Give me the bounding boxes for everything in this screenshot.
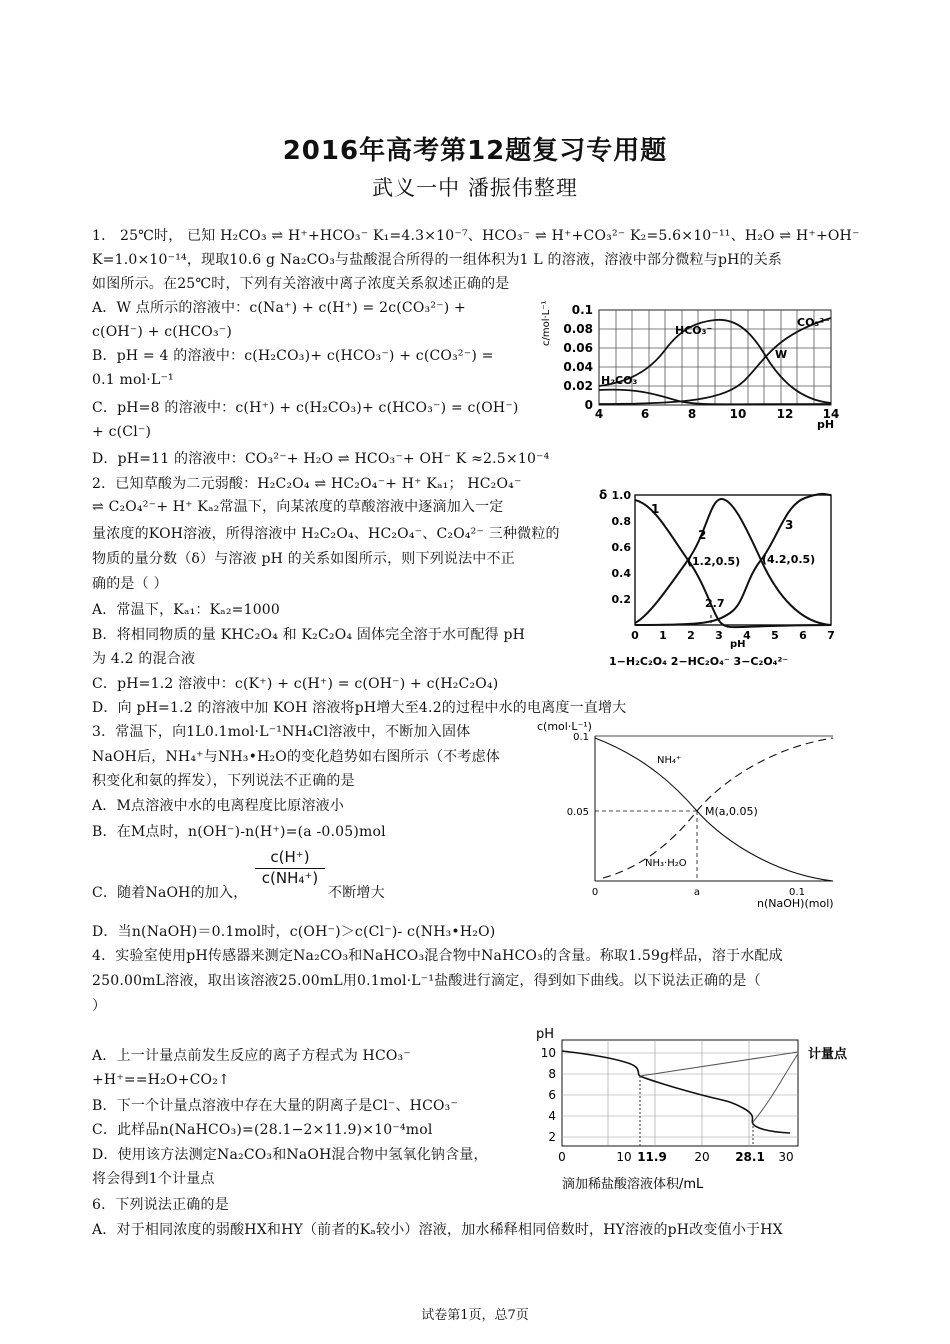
text-line: 1． 25℃时， 已知 H₂CO₃ ⇌ H⁺+HCO₃⁻ K₁=4.3×10⁻⁷、HCO₃⁻ ⇌ H⁺+CO₃²⁻ K₂=5.6×10⁻¹¹、H₂O ⇌ H⁺+OH⁻ [92,228,860,244]
fig4-xtick: 20 [694,1150,710,1164]
fraction [255,848,325,887]
text-line: c(OH⁻) + c(HCO₃⁻) [92,324,233,340]
text-line: 2．已知草酸为二元弱酸：H₂C₂O₄ ⇌ HC₂O₄⁻+ H⁺ Kₐ₁； HC₂O₄⁻ [92,476,522,492]
text-line: D．pH=11 的溶液中：CO₃²⁻+ H₂O ⇌ HCO₃⁻+ OH⁻ K ≈2.5×10⁻⁴ [92,451,550,467]
fig1-xtick: 10 [729,407,747,421]
label-m-point: M(a,0.05) [705,805,758,818]
text-line: 不断增大 [328,885,385,901]
figure-oxalate [595,485,845,670]
curve-label: 2 [698,528,707,542]
text-line: B．在M点时，n(OH⁻)-n(H⁺)=(a -0.05)mol [92,824,386,840]
fig4-xtick: 0 [558,1150,566,1164]
text-line: 4．实验室使用pH传感器来测定Na₂CO₃和NaHCO₃混合物中NaHCO₃的含量。称取1.59g样品，溶于水配成 [92,948,783,964]
fig3-xlabel: n(NaOH)(mol) [757,897,834,910]
fig4-xtick: 28.1 [735,1150,765,1164]
fraction-denominator: c(NH₄⁺) [261,869,319,887]
fig1-ytick: 0.04 [563,360,593,374]
fig4-xtick: 30 [778,1150,794,1164]
fig1-xtick: 6 [640,407,650,421]
text-line: 将会得到1个计量点 [92,1171,215,1187]
figure-ammonium [537,718,857,913]
text-line: B．将相同物质的量 KHC₂O₄ 和 K₂C₂O₄ 固体完全溶于水可配得 pH [92,627,526,643]
text-line: + c(Cl⁻) [92,424,152,440]
fig4-xlabel: 滴加稀盐酸溶液体积/mL [562,1177,704,1192]
text-line: D．使用该方法测定Na₂CO₃和NaOH混合物中氢氧化钠含量， [92,1147,488,1163]
fig2-ytick: 0.2 [611,593,631,606]
text-line: B．pH = 4 的溶液中：c(H₂CO₃)+ c(HCO₃⁻) + c(CO₃²⁻) = [92,348,494,364]
text-line: A．上一计量点前发生反应的离子方程式为 HCO₃⁻ [92,1048,411,1064]
callout-line [640,1052,798,1076]
text-line: 积变化和氨的挥发），下列说法不正确的是 [92,773,355,789]
label-w: W [775,348,788,361]
curve-label: 3 [785,518,794,532]
text-line: 3．常温下，向1L0.1mol·L⁻¹NH₄Cl溶液中，不断加入固体 [92,724,471,740]
fig3-ytick: 0.1 [573,732,589,743]
fig1-xtick: 14 [822,407,840,421]
callout-line [753,1054,798,1122]
fig2-xtick: 1 [659,629,667,642]
text-line: A．M点溶液中水的电离程度比原溶液小 [92,798,345,814]
curve-ph [562,1051,790,1133]
point-label: 2.7 [705,597,725,610]
page-title: 2016年高考第12题复习专用题 [282,136,668,166]
fig2-xtick: 3 [715,629,723,642]
text-line: 如图所示。在25℃时，下列有关溶液中离子浓度关系叙述正确的是 [92,276,510,292]
text-line: A．常温下，Kₐ₁：Kₐ₂=1000 [92,602,281,618]
fig1-ytick: 0.08 [563,322,593,336]
point-label: (1.2,0.5) [687,555,741,568]
text-line: D．当n(NaOH)＝0.1mol时，c(OH⁻)＞c(Cl⁻)- c(NH₃•H₂O) [92,924,496,940]
text-line: 0.1 mol·L⁻¹ [92,372,174,388]
fig2-ytick: 1.0 [611,489,631,502]
fig2-xtick: 2 [687,629,695,642]
label-nh4: NH₄⁺ [657,755,682,766]
text-line: +H⁺==H₂O+CO₂↑ [92,1072,230,1088]
fig4-xtick: 11.9 [637,1150,667,1164]
figure-carbonate [535,300,855,435]
fig4-xtick: 10 [616,1150,632,1164]
text-line: ⇌ C₂O₄²⁻+ H⁺ Kₐ₂常温下，向某浓度的草酸溶液中逐滴加入一定 [92,499,504,515]
text-line: A．对于相同浓度的弱酸HX和HY（前者的Kₐ较小）溶液，加水稀释相同倍数时，HY溶液的pH改变值小于HX [92,1222,783,1238]
text-line: 250.00mL溶液，取出该溶液25.00mL用0.1mol·L⁻¹盐酸进行滴定，得到如下曲线。以下说法正确的是（ [92,973,761,989]
page-footer: 试卷第1页，总7页 [421,1308,529,1323]
fig1-xtick: 12 [776,407,794,421]
fig3-xtick: 0 [591,887,599,898]
figure-titration [528,1028,873,1203]
label-co3: CO₃²⁻ [797,316,830,329]
text-line: 物质的量分数（δ）与溶液 pH 的关系如图所示，则下列说法中不正 [92,551,515,567]
label-hco3: HCO₃⁻ [675,324,713,337]
text-line: 确的是（ ） [92,576,168,592]
fig3-xtick: 0.1 [789,887,805,898]
fig3-ytick: 0.05 [566,807,589,818]
fig1-ylabel: c/mol·L⁻¹ [541,300,552,346]
text-line: C．pH=8 的溶液中：c(H⁺) + c(H₂CO₃)+ c(HCO₃⁻) = c(OH⁻) [92,400,519,416]
fig1-xtick: 4 [594,407,604,421]
fig4-ylabel: pH [536,1028,555,1042]
text-line: B．下一个计量点溶液中存在大量的阴离子是Cl⁻、HCO₃⁻ [92,1098,459,1114]
fig2-xtick: 5 [771,629,779,642]
text-line: NaOH后，NH₄⁺与NH₃•H₂O的变化趋势如右图所示（不考虑体 [92,749,500,765]
callout-label: 计量点 [808,1047,848,1062]
text-line: C．随着NaOH的加入， [92,885,248,901]
fig4-ytick: 4 [548,1109,556,1123]
text-line: 量浓度的KOH溶液，所得溶液中 H₂C₂O₄、HC₂O₄⁻、C₂O₄²⁻ 三种微粒的 [92,526,560,542]
fig2-xtick: 7 [827,629,835,642]
fig1-ytick: 0.02 [563,379,593,393]
label-nh3h2o: NH₃·H₂O [645,858,687,869]
fig4-ytick: 6 [548,1088,556,1102]
fig1-xtick: 8 [687,407,697,421]
fig2-xtick: 0 [631,629,639,642]
text-line: 6．下列说法正确的是 [92,1197,229,1213]
text-line: C．此样品n(NaHCO₃)=(28.1−2×11.9)×10⁻⁴mol [92,1122,433,1138]
page-subtitle: 武义一中 潘振伟整理 [372,176,578,200]
fig2-ytick: 0.6 [611,541,631,554]
fraction-numerator: c(H⁺) [255,848,325,869]
fig4-ytick: 8 [548,1067,556,1081]
fig1-ytick: 0.06 [563,341,593,355]
fig2-ylabel: δ [599,488,608,502]
fig1-xlabel: pH [817,418,835,431]
fig2-ytick: 0.4 [611,567,631,580]
text-line: D．向 pH=1.2 的溶液中加 KOH 溶液将pH增大至4.2的过程中水的电离度一直增大 [92,700,627,716]
curve-label: 1 [651,502,660,516]
text-line: K=1.0×10⁻¹⁴，现取10.6 g Na₂CO₃与盐酸混合所得的一组体积为1 L 的溶液，溶液中部分微粒与pH的关系 [92,252,783,268]
fig1-ytick: 0.1 [571,303,593,317]
fig3-xtick: a [693,887,701,898]
fig2-xlabel: pH [730,639,746,650]
point-label: (4.2,0.5) [762,553,816,566]
text-line: ） [92,998,107,1014]
text-line: C．pH=1.2 溶液中：c(K⁺) + c(H⁺) = c(OH⁻) + c(H₂C₂O₄) [92,676,499,692]
fig2-xtick: 4 [743,629,751,642]
fig2-legend: 1−H₂C₂O₄ 2−HC₂O₄⁻ 3−C₂O₄²⁻ [609,655,789,668]
fig2-xtick: 6 [799,629,807,642]
fig4-ytick: 10 [540,1046,556,1060]
fig3-ylabel: c(mol·L⁻¹) [537,720,592,733]
text-line: A．W 点所示的溶液中：c(Na⁺) + c(H⁺) = 2c(CO₃²⁻) + [92,300,466,316]
label-h2co3: H₂CO₃ [601,374,638,387]
fig4-ytick: 2 [548,1130,556,1144]
fig1-ytick: 0 [584,398,593,412]
fig2-ytick: 0.8 [611,515,631,528]
text-line: 为 4.2 的混合液 [92,651,196,667]
